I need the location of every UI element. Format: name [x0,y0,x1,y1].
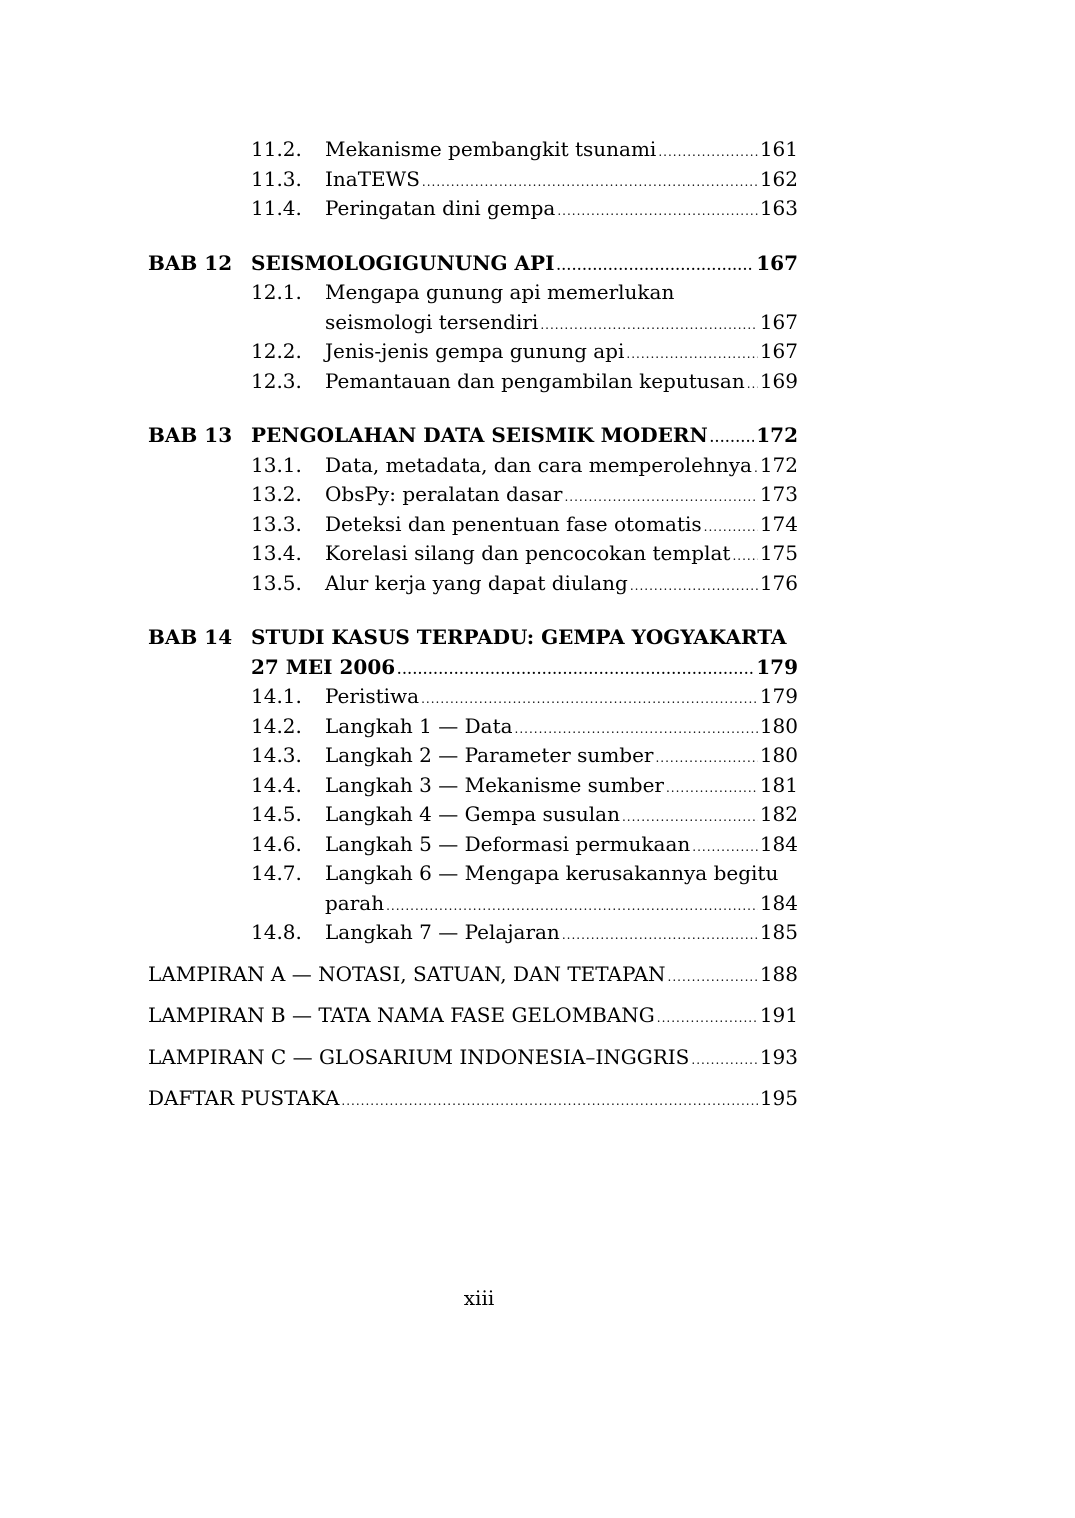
section-number: 12.2. [251,339,302,363]
dot-leader [691,1046,757,1076]
dot-leader [754,454,758,484]
bibliography-title: DAFTAR PUSTAKA [148,1086,340,1110]
dot-leader [622,803,758,833]
chapter-label: BAB 13 [148,423,233,447]
page-number: 162 [759,166,798,191]
section-title: Peringatan dini gempa [325,196,556,220]
section-title: ObsPy: peralatan dasar [325,482,563,506]
dot-leader [710,424,755,454]
toc-entry-13-4[interactable] [251,539,798,569]
section-title-continued: parah [325,890,385,915]
chapter-14-heading-continued[interactable] [251,653,798,683]
dot-leader [626,340,757,370]
section-title: Alur kerja yang dapat diulang [325,570,628,595]
dot-leader [655,744,757,774]
page-number: 172 [759,452,798,477]
section-number: 11.2. [251,137,302,161]
dot-leader [421,685,758,715]
chapter-label: BAB 12 [148,250,233,275]
dot-leader [630,572,758,602]
dot-leader [397,656,754,686]
section-number: 14.8. [251,920,302,944]
page-number: 176 [759,570,798,595]
appendix-title: LAMPIRAN A — NOTASI, SATUAN, DAN TETAPAN [148,961,666,986]
section-title: Langkah 1 — Data [325,713,513,738]
dot-leader [341,1087,757,1117]
section-number: 13.2. [251,482,302,506]
toc-entry-12-3[interactable] [251,367,798,397]
page-number: 167 [756,250,798,275]
chapter-label: BAB 14 [148,625,233,649]
section-number: 13.3. [251,511,302,536]
page-number: 174 [759,511,798,536]
section-number: 13.1. [251,452,302,477]
appendix-title: LAMPIRAN B — TATA NAMA FASE GELOMBANG [148,1003,655,1027]
toc-entry-lampiran-b[interactable] [148,1001,798,1031]
section-number: 13.5. [251,570,302,595]
chapter-13-heading[interactable] [148,421,798,451]
section-title-continued: seismologi tersendiri [325,309,539,334]
chapter-14-heading[interactable] [148,623,798,653]
toc-entry-14-1[interactable] [251,682,798,712]
dot-leader [557,197,757,227]
toc-entry-14-5[interactable] [251,800,798,830]
section-title: Langkah 7 — Pelajaran [325,920,560,944]
section-title: Peristiwa [325,684,420,708]
toc-entry-14-4[interactable] [251,771,798,801]
page-number: 163 [759,196,798,220]
page-number: 188 [759,961,798,986]
chapter-title: SEISMOLOGIGUNUNG API [251,250,555,275]
dot-leader [386,892,758,922]
dot-leader [422,168,758,198]
dot-leader [556,252,754,282]
page-number: 195 [759,1086,798,1110]
toc-entry-12-1-continued[interactable] [325,308,798,338]
section-number: 12.3. [251,368,302,393]
dot-leader [747,370,758,400]
section-number: 12.1. [251,280,302,304]
section-number: 14.3. [251,743,302,767]
section-number: 14.2. [251,713,302,738]
section-title: Deteksi dan penentuan fase otomatis [325,511,702,536]
dot-leader [668,963,758,993]
toc-entry-14-3[interactable] [251,741,798,771]
dot-leader [666,774,758,804]
toc-entry-12-2[interactable] [251,337,798,367]
dot-leader [692,833,758,863]
dot-leader [704,513,758,543]
toc-entry-14-7[interactable] [251,859,798,889]
page-number: 173 [759,482,798,506]
appendix-title: LAMPIRAN C — GLOSARIUM INDONESIA–INGGRIS [148,1044,690,1069]
toc-entry-11-2[interactable] [251,135,798,165]
toc-entry-13-2[interactable] [251,480,798,510]
section-title: Pemantauan dan pengambilan keputusan [325,368,745,393]
section-number: 14.4. [251,772,302,797]
section-title: Mengapa gunung api memerlukan [325,280,675,304]
page-number: 193 [759,1044,798,1069]
page-number: 175 [759,541,798,565]
section-number: 14.1. [251,684,302,708]
page-number: 181 [759,772,798,797]
toc-entry-13-3[interactable] [251,510,798,540]
section-title: InaTEWS [325,166,420,191]
table-of-contents [148,135,798,1114]
chapter-title: PENGOLAHAN DATA SEISMIK MODERN [251,423,708,447]
section-number: 11.4. [251,196,302,220]
section-title: Korelasi silang dan pencocokan templat [325,541,731,565]
toc-entry-13-1[interactable] [251,451,798,481]
page-number: 179 [759,684,798,708]
section-title: Data, metadata, dan cara memperolehnya [325,452,752,477]
dot-leader [564,483,757,513]
toc-entry-11-3[interactable] [251,165,798,195]
dot-leader [732,542,757,572]
section-title: Langkah 3 — Mekanisme sumber [325,772,664,797]
chapter-12-heading[interactable] [148,249,798,279]
toc-entry-lampiran-c[interactable] [148,1043,798,1073]
toc-entry-lampiran-a[interactable] [148,960,798,990]
toc-entry-14-2[interactable] [251,712,798,742]
page-number: 182 [759,802,798,826]
dot-leader [658,138,757,168]
page-number: 191 [759,1003,798,1027]
dot-leader [515,715,758,745]
section-number: 13.4. [251,541,302,565]
section-title: Langkah 6 — Mengapa kerusakannya begitu [325,861,779,885]
page-number: 185 [759,920,798,944]
page-folio: xiii [463,1286,495,1310]
dot-leader [657,1004,758,1034]
section-number: 14.6. [251,831,302,856]
dot-leader [540,311,757,341]
section-title: Jenis-jenis gempa gunung api [325,339,625,363]
toc-entry-12-1[interactable] [251,278,798,308]
chapter-title: STUDI KASUS TERPADU: GEMPA YOGYAKARTA [251,625,787,649]
toc-entry-14-8[interactable] [251,918,798,948]
section-number: 11.3. [251,166,302,191]
section-number: 14.5. [251,802,302,826]
toc-entry-14-6[interactable] [251,830,798,860]
page-number: 180 [759,713,798,738]
dot-leader [562,921,758,951]
section-title: Langkah 5 — Deformasi permukaan [325,831,691,856]
page-number: 167 [759,339,798,363]
page-number: 169 [759,368,798,393]
page-number: 180 [759,743,798,767]
section-title: Langkah 2 — Parameter sumber [325,743,654,767]
section-title: Langkah 4 — Gempa susulan [325,802,620,826]
page-number: 184 [759,890,798,915]
chapter-title-continued: 27 MEI 2006 [251,654,396,679]
page-number: 184 [759,831,798,856]
page-number: 179 [756,654,798,679]
toc-entry-13-5[interactable] [251,569,798,599]
page-number: 172 [756,423,798,447]
page-number: 161 [759,137,798,161]
toc-entry-14-7-continued[interactable] [325,889,798,919]
section-number: 14.7. [251,861,302,885]
page-number: 167 [759,309,798,334]
section-title: Mekanisme pembangkit tsunami [325,137,657,161]
toc-entry-daftar-pustaka[interactable] [148,1084,798,1114]
toc-entry-11-4[interactable] [251,194,798,224]
